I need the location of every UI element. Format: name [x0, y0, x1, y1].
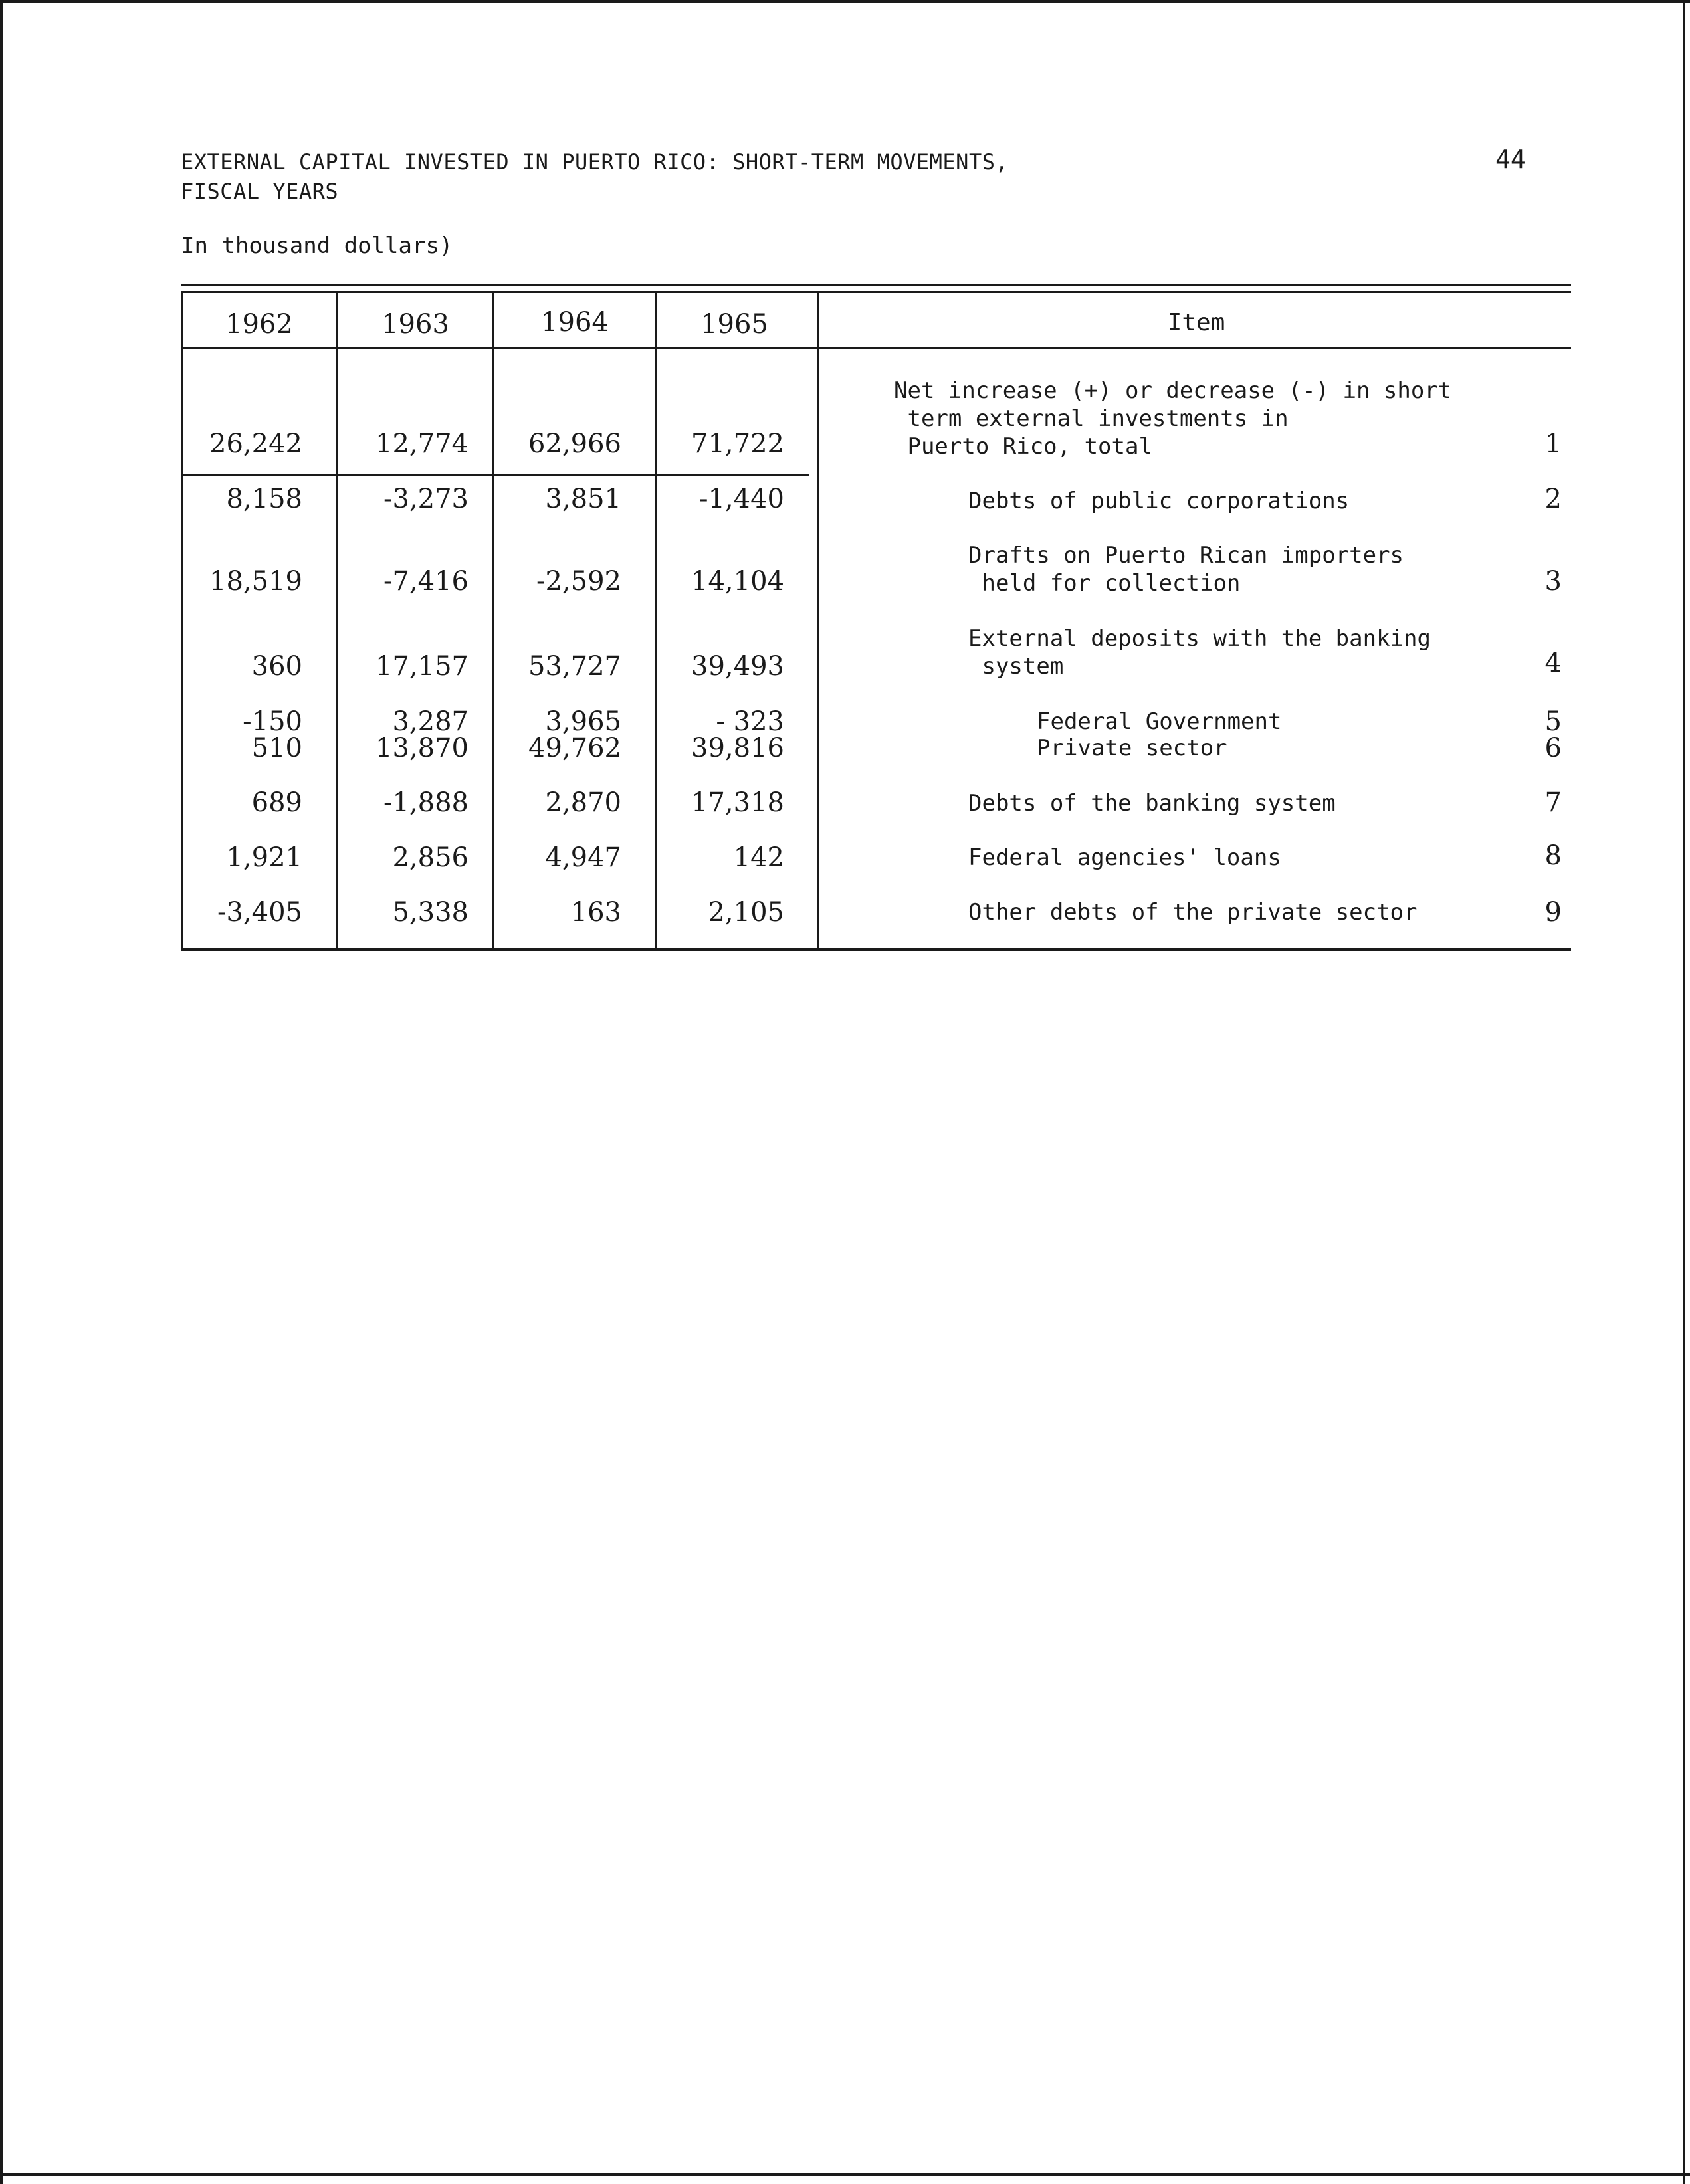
cell-1962: 8,158 [226, 484, 302, 514]
cell-1962: 1,921 [226, 843, 302, 873]
page-number: 44 [1495, 145, 1526, 174]
item-label: Federal Government [1037, 708, 1282, 735]
cell-1962: 360 [251, 651, 302, 682]
cell-1963: 12,774 [375, 429, 469, 459]
line-number: 6 [1544, 733, 1562, 763]
header-year-1964: 1964 [541, 307, 609, 338]
header-rule [181, 347, 1571, 349]
cell-1965: 14,104 [691, 566, 784, 597]
cell-1964: 62,966 [528, 429, 621, 459]
cell-1962: -150 [243, 706, 302, 737]
cell-1963: 2,856 [392, 843, 469, 873]
cell-1962: 18,519 [209, 566, 302, 597]
page-border-top [0, 0, 1690, 3]
item-label: Federal agencies' loans [968, 844, 1281, 871]
item-line: held for collection [968, 570, 1241, 597]
col-rule-4 [817, 292, 819, 950]
page-border-right [1683, 0, 1685, 2184]
item-line: Drafts on Puerto Rican importers [968, 542, 1404, 569]
cell-1964: 163 [570, 897, 621, 928]
cell-1965: -1,440 [698, 484, 784, 514]
line-number: 2 [1544, 484, 1562, 514]
item-line: Puerto Rico, total [894, 433, 1152, 460]
item-label [894, 377, 1451, 460]
title-line-2: FISCAL YEARS [181, 179, 339, 204]
cell-1965: 39,493 [691, 651, 784, 682]
cell-1965: 2,105 [708, 897, 784, 928]
cell-1964: 4,947 [545, 843, 621, 873]
cell-1964: 49,762 [528, 733, 621, 763]
cell-1964: 3,965 [545, 706, 621, 737]
cell-1963: 3,287 [392, 706, 469, 737]
cell-1962: 510 [251, 733, 302, 763]
cell-1962: -3,405 [217, 897, 302, 928]
item-label: Other debts of the private sector [968, 899, 1418, 926]
table-top-rule-2 [181, 291, 1571, 293]
cell-1964: 3,851 [545, 484, 621, 514]
cell-1965: 71,722 [691, 429, 784, 459]
header-item: Item [1167, 309, 1225, 336]
page-border-left [0, 0, 3, 2184]
header-year-1962: 1962 [225, 309, 293, 340]
line-number: 8 [1544, 841, 1562, 871]
cell-1962: 689 [251, 787, 302, 818]
page-border-bottom [0, 2173, 1690, 2176]
cell-1965: - 323 [716, 706, 784, 737]
item-line: term external investments in [894, 405, 1289, 432]
line-number: 4 [1544, 648, 1562, 678]
line-number: 9 [1544, 897, 1562, 928]
line-number: 7 [1544, 787, 1562, 818]
cell-1964: 53,727 [528, 651, 621, 682]
table-top-rule [181, 284, 1571, 286]
item-line: system [968, 653, 1064, 680]
title-line-1: EXTERNAL CAPITAL INVESTED IN PUERTO RICO: SHORT-TERM MOVEMENTS, [181, 149, 1009, 175]
total-row-rule [181, 474, 809, 476]
item-label: Debts of the banking system [968, 790, 1336, 817]
table-bottom-rule [181, 948, 1571, 951]
cell-1964: 2,870 [545, 787, 621, 818]
line-number: 1 [1544, 429, 1562, 459]
cell-1963: -7,416 [383, 566, 469, 597]
line-number: 5 [1544, 706, 1562, 737]
item-label [968, 542, 1404, 597]
item-label [968, 625, 1431, 680]
cell-1963: -3,273 [383, 484, 469, 514]
cell-1965: 39,816 [691, 733, 784, 763]
cell-1963: 13,870 [375, 733, 469, 763]
cell-1962: 26,242 [209, 429, 302, 459]
header-year-1963: 1963 [381, 309, 449, 340]
document-title [181, 148, 1008, 206]
header-year-1965: 1965 [700, 309, 768, 340]
cell-1963: 17,157 [375, 651, 469, 682]
cell-1964: -2,592 [536, 566, 621, 597]
cell-1965: 142 [733, 843, 784, 873]
cell-1963: 5,338 [392, 897, 469, 928]
units-note: In thousand dollars) [181, 233, 453, 259]
line-number: 3 [1544, 566, 1562, 597]
item-line: Net increase (+) or decrease (-) in short [894, 377, 1452, 404]
item-line: External deposits with the banking [968, 625, 1431, 652]
item-label: Private sector [1037, 735, 1227, 761]
cell-1965: 17,318 [691, 787, 784, 818]
item-label: Debts of public corporations [968, 488, 1350, 514]
cell-1963: -1,888 [383, 787, 469, 818]
